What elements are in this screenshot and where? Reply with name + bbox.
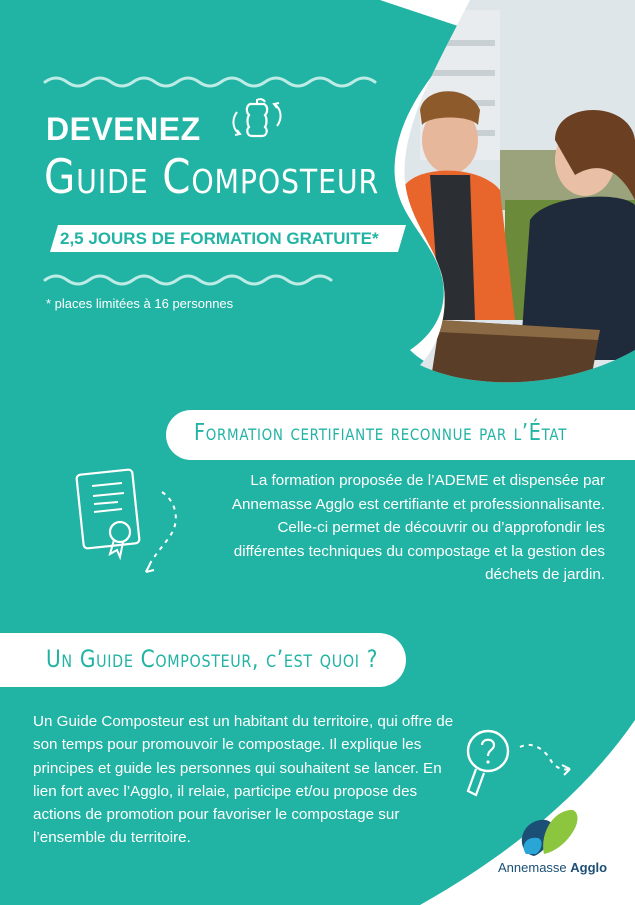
logo-wordmark [498,860,607,875]
logo-word-annemasse: Annemasse [498,860,567,875]
certification-body: La formation proposée de l’ADEME et dispensée par Annemasse Agglo est certifiante et professionnalisante. Celle-ci permet de découvrir ou d’approfondir les différentes techniques du compostage et la gestion des déchets de jardin. [231,472,605,583]
magnifier-question-icon [462,725,582,805]
subtitle-banner-text: 2,5 JOURS DE FORMATION GRATUITE* [60,229,379,248]
logo-word-agglo: Agglo [570,860,608,875]
certification-title: Formation certifiante reconnue par l’État [194,420,568,446]
footnote: * places limitées à 16 personnes [46,296,234,311]
definition-body: Un Guide Composteur est un habitant du territoire, qui offre de son temps pour promouvoir le compostage. Il explique les principes et guide les personnes qui souhaitent se lancer. En lien fort avec l’Agglo, il relaie, participe et/ou propose des actions de promotion pour favoriser le compostage sur l’ensemble du territoire. [33,713,454,847]
annemasse-agglo-logo [496,806,580,860]
definition-title: Un Guide Composteur, c’est quoi ? [46,645,379,673]
apple-core-icon [228,98,286,140]
heading-guide-composteur: Guide Composteur [44,150,380,205]
certificate-icon [72,462,190,580]
heading-devenez: DEVENEZ [46,111,201,147]
